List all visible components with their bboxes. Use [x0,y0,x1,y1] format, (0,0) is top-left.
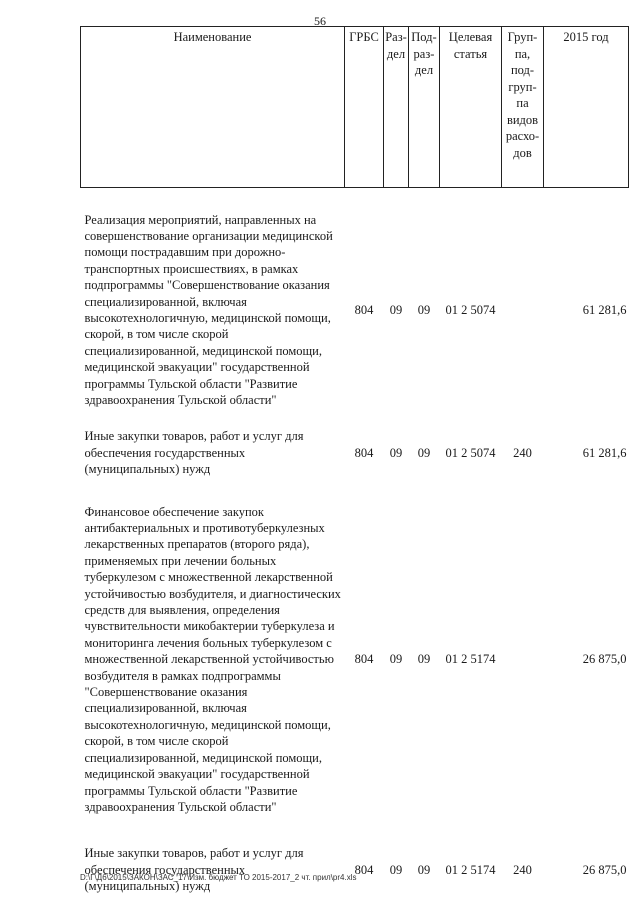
spacer-row [81,478,629,504]
table-row [81,428,629,477]
row-podrazdel: 09 [417,445,431,460]
row-podrazdel: 09 [417,862,431,877]
file-path-footer: D:\Г\Д6\2015\ЗАКОН\ЗАС_17\Изм. бюджет ТО 2015-2017_2 чт. прил\pr4.xls [80,873,357,882]
spacer-row [81,408,629,428]
row-group: 240 [513,862,532,877]
header-year: 2015 год [544,27,629,188]
row-amount: 61 281,6 [582,445,627,460]
row-grbs: 804 [354,862,374,877]
row-name: Финансовое обеспечение закупок антибактериальных и противотуберкулезных лекарственных препаратов (второго ряда), применяемых при лечении больных туберкулезом с множественной лекарственной устойчивостью возбудителя, и диагностических средств для выявления, определения чувствительности микобактерии туберкулеза и мониторинга лечения больных туберкулезом с множественной лекарственной устойчивостью возбудителя в рамках подпрограммы "Совершенствование оказания специализированной, включая высокотехнологичную, медицинской помощи, скорой, в том числе скорой специализированной, медицинской помощи, медицинской эвакуации" государственной программы Тульской области "Развитие здравоохранения Тульской области" [84,504,341,814]
table-row [81,504,629,816]
header-grbs: ГРБС [345,27,384,188]
header-razdel: Раз- дел [384,27,409,188]
row-amount: 26 875,0 [582,862,627,877]
row-group [502,504,544,816]
row-group: 240 [513,445,532,460]
table-header-row [81,27,629,188]
row-name: Реализация мероприятий, направленных на совершенствование организации медицинской помощи пострадавшим при дорожно-транспортных происшествиях, в рамках подпрограммы "Совершенствование оказания специализированной, включая высокотехнологичную, медицинской помощи, скорой, в том числе скорой специализированной, медицинской помощи, медицинской эвакуации" государственной программы Тульской области "Развитие здравоохранения Тульской области" [84,212,333,407]
row-amount: 26 875,0 [582,652,627,667]
table-row [81,845,629,894]
row-grbs: 804 [354,652,374,667]
table-row [81,212,629,409]
budget-table-container [80,26,628,895]
budget-table [80,26,629,895]
row-grbs: 804 [354,445,374,460]
header-target: Целевая статья [440,27,502,188]
header-podrazdel: Под- раз- дел [409,27,440,188]
row-razdel: 09 [389,652,403,667]
row-podrazdel: 09 [417,302,431,317]
row-target: 01 2 5074 [445,445,496,460]
spacer-row [81,815,629,845]
row-name: Иные закупки товаров, работ и услуг для обеспечения государственных (муниципальных) нужд [84,846,304,894]
row-name: Иные закупки товаров, работ и услуг для обеспечения государственных (муниципальных) нужд [84,429,304,477]
row-razdel: 09 [389,445,403,460]
row-grbs: 804 [354,302,374,317]
spacer-row [81,188,629,212]
row-amount: 61 281,6 [582,302,627,317]
page-number: 56 [314,14,326,28]
row-target: 01 2 5174 [445,652,496,667]
row-razdel: 09 [389,862,403,877]
row-group [502,212,544,409]
header-group: Груп- па, под- груп- па видов расхо- дов [502,27,544,188]
header-name: Наименование [81,27,345,188]
row-target: 01 2 5074 [445,302,496,317]
row-razdel: 09 [389,302,403,317]
row-podrazdel: 09 [417,652,431,667]
row-target: 01 2 5174 [445,862,496,877]
